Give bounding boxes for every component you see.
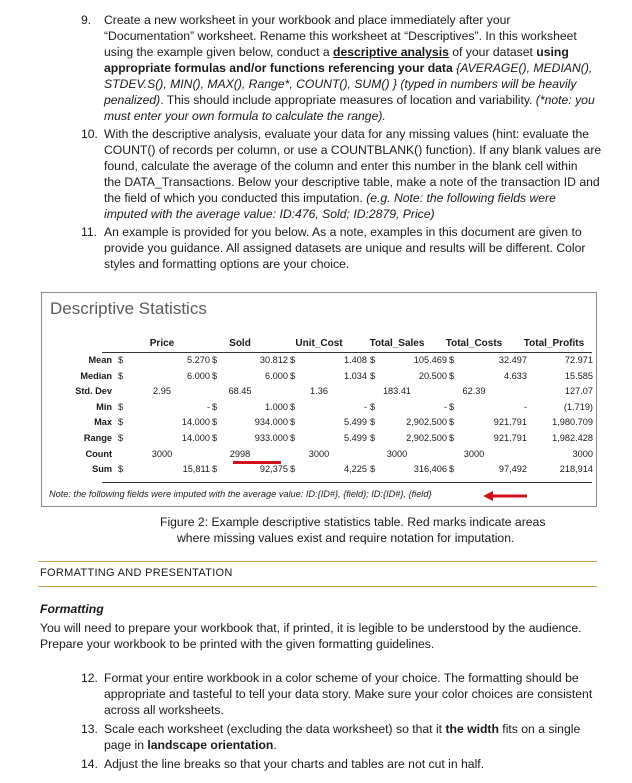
figure-caption-line-2: where missing values exist and require notation for imputation. [177, 531, 515, 545]
currency-symbol: $ [290, 370, 296, 381]
column-header: Price [149, 338, 175, 349]
row-label: Sum [92, 464, 112, 475]
column-header: Sold [229, 338, 251, 349]
item-10-number: 10. [81, 127, 98, 141]
item-10-line-5: the field of which you conducted this imputation. (e.g. Note: the following fields were [104, 191, 556, 205]
currency-symbol: $ [370, 370, 376, 381]
missing-value-red-mark [233, 461, 281, 464]
currency-symbol: $ [212, 355, 218, 365]
table-row [42, 449, 596, 465]
table-cell: 218,914 [559, 464, 593, 475]
table-cell: 2.95 [153, 386, 171, 397]
currency-symbol: $ [118, 355, 124, 365]
descriptive-statistics-title: Descriptive Statistics [50, 299, 207, 318]
table-cell: (1.719) [563, 401, 593, 412]
item-9-line-7: must enter your own formula to calculate the range). [104, 109, 386, 123]
table-cell: 1,982.428 [552, 433, 593, 443]
row-label: Min [96, 401, 112, 412]
table-cell: - [206, 401, 210, 412]
table-cell: 3000 [572, 448, 593, 459]
item-12-line-2: appropriate and tasteful to tell your data story. Make sure your color choices are consistent [104, 687, 593, 701]
row-label: Median [80, 370, 112, 381]
currency-symbol: $ [449, 433, 455, 443]
row-label: Range [83, 433, 112, 443]
item-13-line-1: Scale each worksheet (excluding the data worksheet) so that it the width fits on a single [104, 722, 581, 736]
item-9-line-4: appropriate formulas and/or functions referencing your data {AVERAGE(), MEDIAN(), [104, 61, 593, 75]
descriptive-analysis-term: descriptive analysis [333, 45, 449, 59]
item-12-line-1: Format your entire workbook in a color scheme of your choice. The formatting should be [104, 671, 579, 685]
table-cell: 32.497 [498, 355, 527, 365]
item-9-line-2: “Documentation” worksheet. Rename this worksheet at “Descriptives”. In this worksheet [104, 29, 577, 43]
currency-symbol: $ [449, 464, 455, 475]
item-10-line-3: found, calculate the average of the column and enter this number in the blank cell within [104, 159, 578, 173]
formatting-heading: Formatting [40, 602, 104, 616]
currency-symbol: $ [290, 401, 296, 412]
table-cell: 30.812 [259, 355, 288, 365]
item-10-line-1: With the descriptive analysis, evaluate your data for any missing values (hint: evaluate the [104, 127, 590, 141]
column-header: Total_Costs [445, 338, 503, 349]
item-11-line-1: An example is provided for you below. As a note, examples in this document are given to [104, 225, 582, 239]
currency-symbol: $ [290, 417, 296, 428]
currency-symbol: $ [212, 464, 218, 475]
item-12-number: 12. [81, 671, 98, 685]
table-cell: 1.408 [344, 355, 367, 365]
table-cell: 2998 [229, 448, 251, 459]
item-11-line-2: provide you guidance. All assigned datasets are unique and results will be different. Color [104, 241, 586, 255]
currency-symbol: $ [449, 417, 455, 428]
item-14-number: 14. [81, 757, 98, 771]
table-cell: 934.000 [254, 417, 288, 428]
footer-rule [102, 482, 592, 483]
item-10-line-4: the DATA_Transactions. Below your descriptive table, make a note of the transaction ID and [104, 175, 600, 189]
column-header: Total_Profits [523, 338, 585, 349]
item-9-line-1: Create a new worksheet in your workbook and place immediately after your [104, 13, 511, 27]
item-13-line-2: page in landscape orientation. [104, 738, 277, 752]
currency-symbol: $ [212, 370, 218, 381]
formatting-line-1: You will need to prepare your workbook that, if printed, it is legible to be understood by the audience. [40, 621, 582, 635]
formatting-line-2: Prepare your workbook to be printed with the given formatting guidelines. [40, 637, 435, 651]
table-cell: 5.499 [344, 417, 367, 428]
currency-symbol: $ [290, 355, 296, 365]
table-cell: 6.000 [265, 370, 288, 381]
header-rule [102, 352, 592, 353]
table-cell: 68.45 [228, 386, 252, 397]
section-heading: FORMATTING AND PRESENTATION [40, 567, 233, 579]
item-13-number: 13. [81, 722, 98, 736]
table-cell: 1.36 [310, 386, 328, 397]
table-cell: 4,225 [344, 464, 367, 475]
currency-symbol: $ [449, 401, 455, 412]
currency-symbol: $ [118, 370, 124, 381]
table-cell: 14.000 [181, 417, 210, 428]
currency-symbol: $ [212, 417, 218, 428]
row-label: Max [94, 417, 112, 428]
table-cell: 14.000 [181, 433, 210, 443]
column-header: Total_Sales [369, 338, 425, 349]
table-cell: 1,980.709 [552, 417, 593, 428]
table-cell: - [363, 401, 367, 412]
table-cell: 6.000 [187, 370, 210, 381]
table-cell: 1.034 [344, 370, 367, 381]
item-11-number: 11. [81, 225, 98, 239]
table-row [42, 417, 596, 433]
currency-symbol: $ [370, 433, 376, 443]
table-cell: 5.499 [344, 433, 367, 443]
table-cell: 15,811 [182, 464, 210, 475]
item-9-line-5: STDEV.S(), MIN(), MAX(), Range*, COUNT(), SUM() } (typed in numbers will be heavily [104, 77, 577, 91]
table-cell: 2,902.500 [406, 433, 447, 443]
table-cell: 3000 [386, 448, 408, 459]
section-rule-bottom [38, 586, 597, 587]
row-label: Mean [88, 355, 112, 365]
item-14-line-1: Adjust the line breaks so that your charts and tables are not cut in half. [104, 757, 485, 771]
table-cell: 316,406 [413, 464, 447, 475]
table-cell: 97,492 [498, 464, 527, 475]
table-cell: 183.41 [382, 386, 412, 397]
table-cell: 3000 [151, 448, 173, 459]
imputation-note: Note: the following fields were imputed with the average value: ID:{ID#}, {field}; ID:{ID#}, {field} [49, 489, 432, 499]
table-row [42, 433, 596, 449]
currency-symbol: $ [370, 401, 376, 412]
table-cell: 15.585 [564, 370, 593, 381]
item-9-number: 9. [81, 13, 92, 27]
currency-symbol: $ [370, 355, 376, 365]
table-row [42, 371, 596, 387]
section-rule-top [38, 561, 597, 562]
table-cell: - [523, 401, 527, 412]
row-label: Std. Dev [75, 386, 112, 397]
currency-symbol: $ [118, 401, 124, 412]
table-cell: 921.791 [493, 417, 527, 428]
currency-symbol: $ [290, 433, 296, 443]
table-cell: 3000 [308, 448, 330, 459]
table-cell: 20.500 [418, 370, 447, 381]
currency-symbol: $ [118, 417, 124, 428]
currency-symbol: $ [212, 433, 218, 443]
currency-symbol: $ [118, 433, 124, 443]
currency-symbol: $ [290, 464, 296, 475]
currency-symbol: $ [118, 464, 124, 475]
currency-symbol: $ [449, 370, 455, 381]
table-cell: 2,902.500 [406, 417, 447, 428]
red-arrow-icon [483, 491, 527, 501]
column-header: Unit_Cost [295, 338, 343, 349]
item-11-line-3: styles and formatting options are your choice. [104, 257, 350, 271]
currency-symbol: $ [212, 401, 218, 412]
table-row [42, 402, 596, 418]
table-cell: 92,375 [259, 464, 288, 475]
table-cell: 4.633 [504, 370, 527, 381]
table-cell: 1.000 [265, 401, 288, 412]
table-cell: 62.39 [462, 386, 486, 397]
table-cell: 3000 [463, 448, 485, 459]
item-10-line-2: COUNT() of records per column, or use a COUNTBLANK() function). If any blank values are [104, 143, 602, 157]
table-cell: - [443, 401, 447, 412]
table-row [42, 355, 596, 371]
row-label: Count [85, 448, 112, 459]
table-cell: 921.791 [493, 433, 527, 443]
currency-symbol: $ [449, 355, 455, 365]
table-cell: 127.07 [564, 386, 593, 397]
descriptive-statistics-figure [41, 292, 597, 507]
item-10-line-6: imputed with the average value: ID:476, Sold; ID:2879, Price) [104, 207, 435, 221]
table-cell: 933.000 [254, 433, 288, 443]
table-cell: 5.270 [187, 355, 210, 365]
table-cell: 105.469 [413, 355, 447, 365]
table-row [42, 464, 596, 480]
table-row [42, 386, 596, 402]
table-cell: 72.971 [564, 355, 593, 365]
item-9-line-6: penalized). This should include appropriate measures of location and variability. (*note: you [104, 93, 595, 107]
item-12-line-3: across all worksheets. [104, 703, 224, 717]
currency-symbol: $ [370, 417, 376, 428]
figure-caption-line-1: Figure 2: Example descriptive statistics table. Red marks indicate areas [160, 515, 546, 529]
item-9-line-3: using the example given below, conduct a descriptive analysis of your dataset using [104, 45, 569, 59]
currency-symbol: $ [370, 464, 376, 475]
